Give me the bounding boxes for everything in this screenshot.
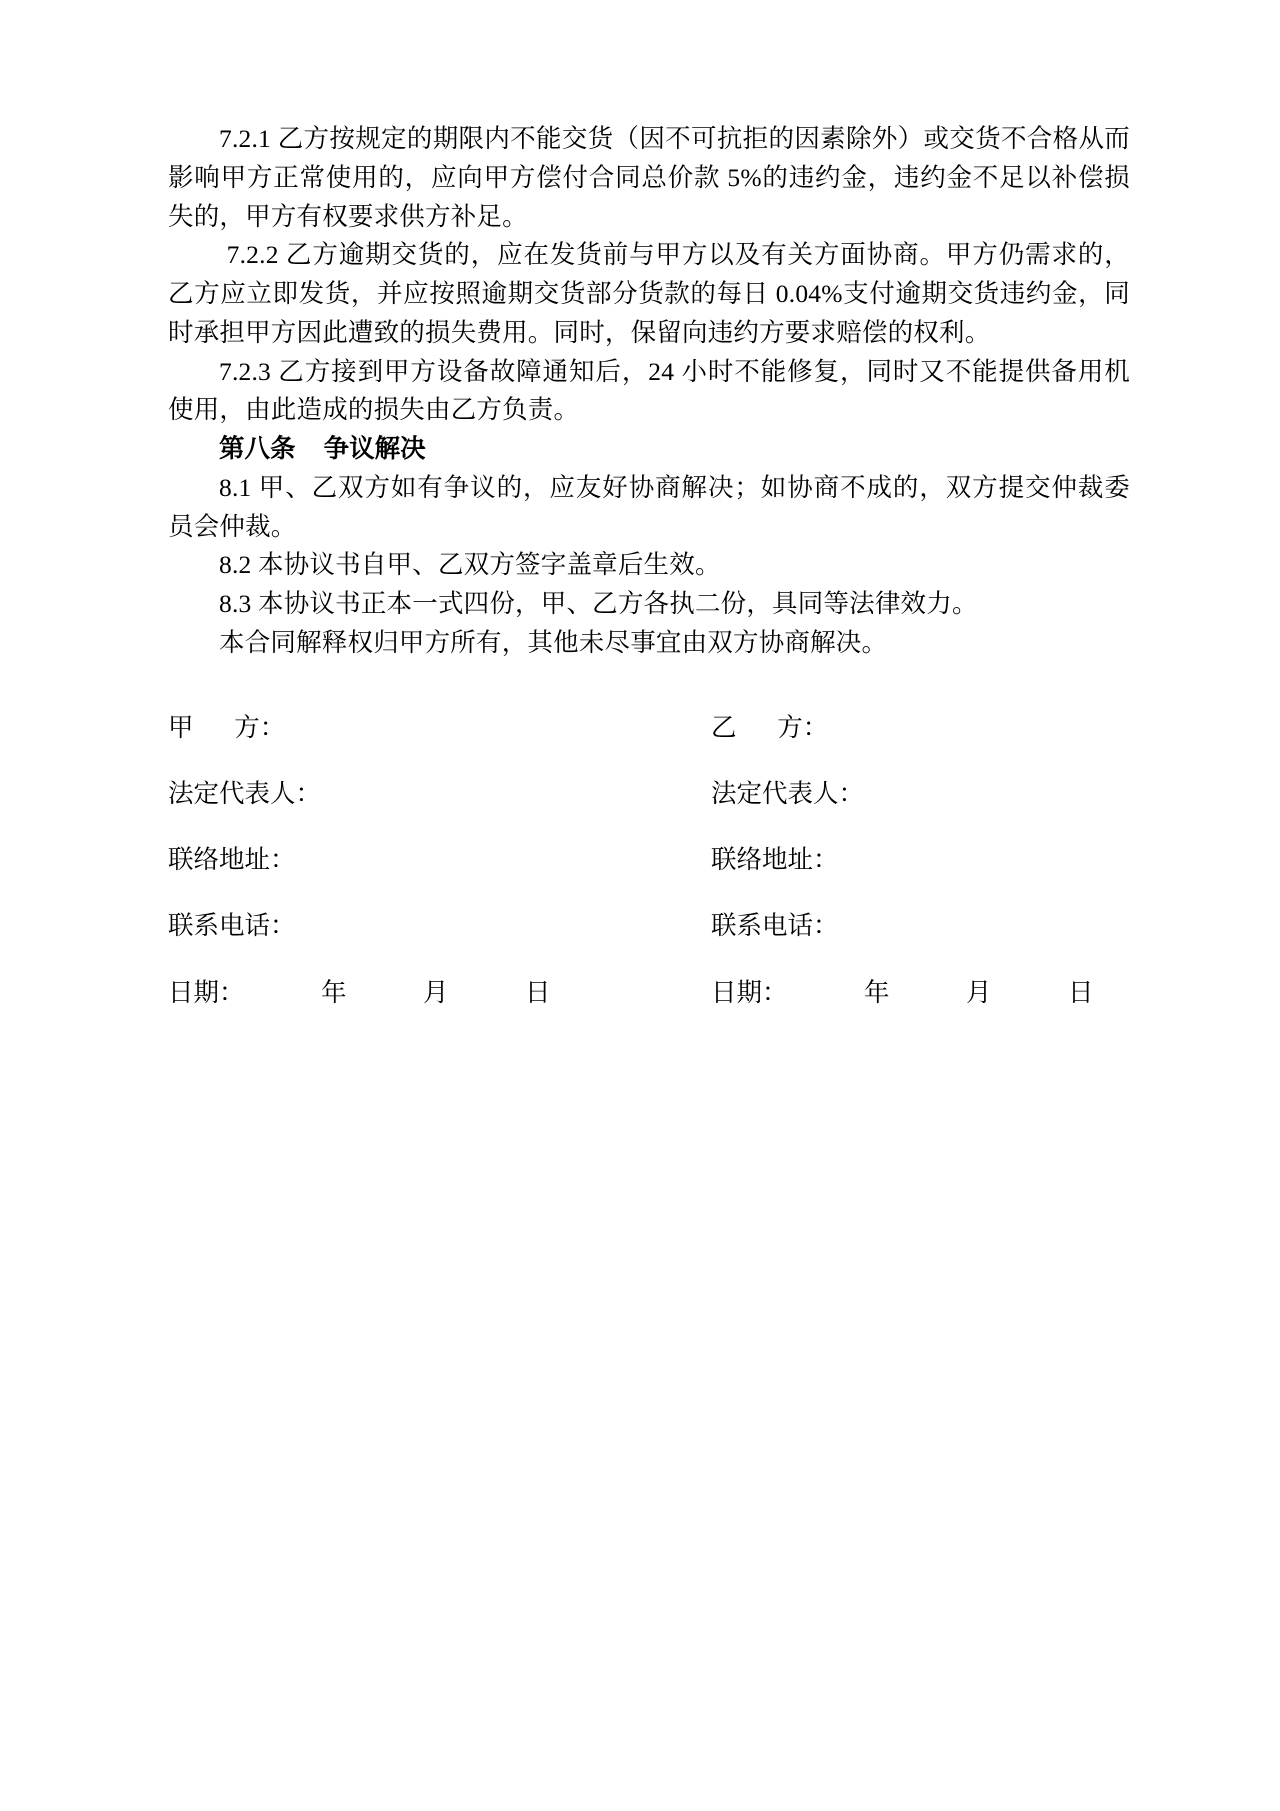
party-b-date-month: 月 — [966, 977, 992, 1007]
party-a-name-field — [168, 709, 649, 747]
signature-row-date — [168, 974, 1130, 1012]
party-a-label-suffix: 方： — [234, 712, 286, 742]
section-8-number: 第八条 — [219, 434, 296, 463]
section-8-title: 争议解决 — [323, 434, 426, 463]
party-a-address-field: 联络地址： — [168, 845, 296, 874]
party-b-name-field — [649, 709, 1130, 747]
party-b-date-label: 日期： — [711, 977, 788, 1007]
clause-8-2: 8.2 本协议书自甲、乙双方签字盖章后生效。 — [219, 550, 721, 580]
party-b-date-field — [649, 974, 1130, 1012]
party-a-legal-rep-field: 法定代表人： — [168, 778, 322, 808]
clause-7-2-1: 7.2.1 乙方按规定的期限内不能交货（因不可抗拒的因素除外）或交货不合格从而影响甲方正常使用的，应向甲方偿付合同总价款 5%的违约金，违约金不足以补偿损失的，甲方有权要求供方补足。 — [168, 124, 1130, 231]
signature-block — [168, 709, 1130, 1012]
clause-8-1: 8.1 甲、乙双方如有争议的，应友好协商解决；如协商不成的，双方提交仲裁委员会仲裁。 — [168, 472, 1130, 541]
clause-8-3: 8.3 本协议书正本一式四份，甲、乙方各执二份，具同等法律效力。 — [219, 589, 978, 618]
party-b-label-char: 乙 — [711, 712, 737, 742]
clause-8-closing: 本合同解释权归甲方所有，其他未尽事宜由双方协商解决。 — [219, 627, 888, 657]
signature-row-address — [168, 841, 1130, 879]
signature-row-legal-rep — [168, 775, 1130, 813]
signature-row-party — [168, 709, 1130, 747]
party-b-address-field: 联络地址： — [711, 845, 839, 874]
section-8-heading — [168, 430, 1130, 469]
party-b-legal-rep-field: 法定代表人： — [711, 778, 865, 808]
party-b-date-day: 日 — [1068, 977, 1094, 1007]
party-a-date-day: 日 — [525, 977, 551, 1007]
signature-row-phone — [168, 907, 1130, 945]
clause-7-2-3: 7.2.3 乙方接到甲方设备故障通知后，24 小时不能修复，同时又不能提供备用机使用，由此造成的损失由乙方负责。 — [168, 356, 1130, 425]
party-b-label-suffix: 方： — [777, 712, 829, 742]
party-a-date-label: 日期： — [168, 977, 245, 1007]
party-b-date-year: 年 — [864, 977, 890, 1007]
clause-7-2-2: 7.2.2 乙方逾期交货的，应在发货前与甲方以及有关方面协商。甲方仍需求的，乙方应立即发货，并应按照逾期交货部分货款的每日 0.04%支付逾期交货违约金，同时承担甲方因此遭致的损失费用。同时，保留向违约方要求赔偿的权利。 — [168, 240, 1130, 347]
party-a-date-field — [168, 974, 649, 1012]
party-a-date-month: 月 — [423, 977, 449, 1007]
party-b-phone-field: 联系电话： — [711, 911, 839, 941]
party-a-label-char: 甲 — [168, 712, 194, 742]
party-a-date-year: 年 — [321, 977, 347, 1007]
party-a-phone-field: 联系电话： — [168, 911, 296, 941]
